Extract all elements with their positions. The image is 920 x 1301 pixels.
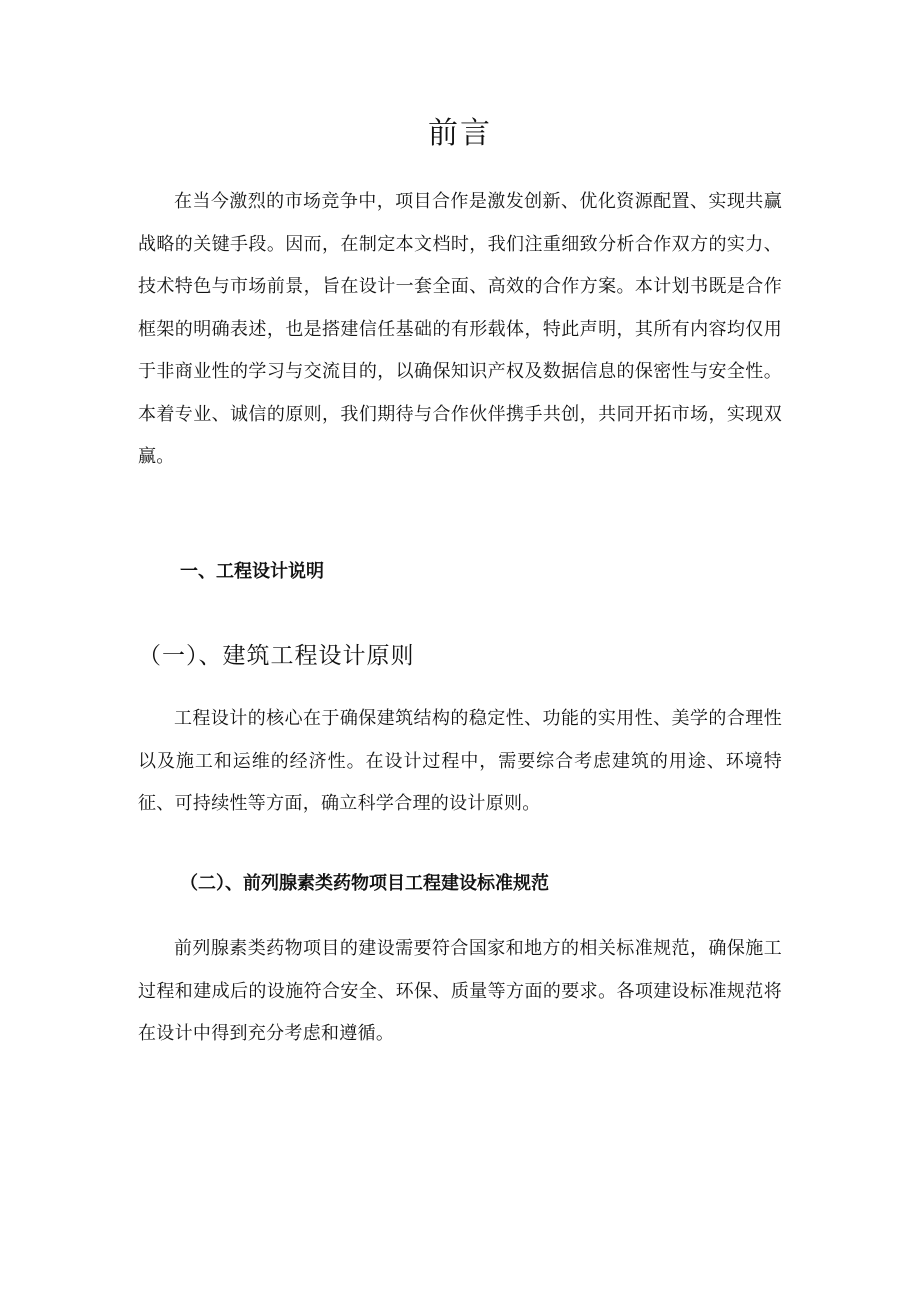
section-heading-engineering-design: 一、工程设计说明 [180,561,324,582]
standards-paragraph: 前列腺素类药物项目的建设需要符合国家和地方的相关标准规范，确保施工过程和建成后的设施符合安全、环保、质量等方面的要求。各项建设标准规范将在设计中得到充分考虑和遵循。 [138,938,782,1044]
document-title: 前言 [428,116,492,151]
subsection-heading-standards: （二）、前列腺素类药物项目工程建设标准规范 [180,873,549,894]
intro-paragraph: 在当今激烈的市场竞争中，项目合作是激发创新、优化资源配置、实现共赢战略的关键手段。因而，在制定本文档时，我们注重细致分析合作双方的实力、技术特色与市场前景，旨在设计一套全面、高效的合作方案。本计划书既是合作框架的明确表述，也是搭建信任基础的有形载体，特此声明，其所有内容均仅用于非商业性的学习与交流目的，以确保知识产权及数据信息的保密性与安全性。本着专业、诚信的原则，我们期待与合作伙伴携手共创，共同开拓市场，实现双赢。 [138,191,782,467]
subsection-heading-design-principles: （一）、建筑工程设计原则 [138,643,415,669]
design-principles-paragraph: 工程设计的核心在于确保建筑结构的稳定性、功能的实用性、美学的合理性以及施工和运维的经济性。在设计过程中，需要综合考虑建筑的用途、环境特征、可持续性等方面，确立科学合理的设计原则。 [138,708,782,814]
